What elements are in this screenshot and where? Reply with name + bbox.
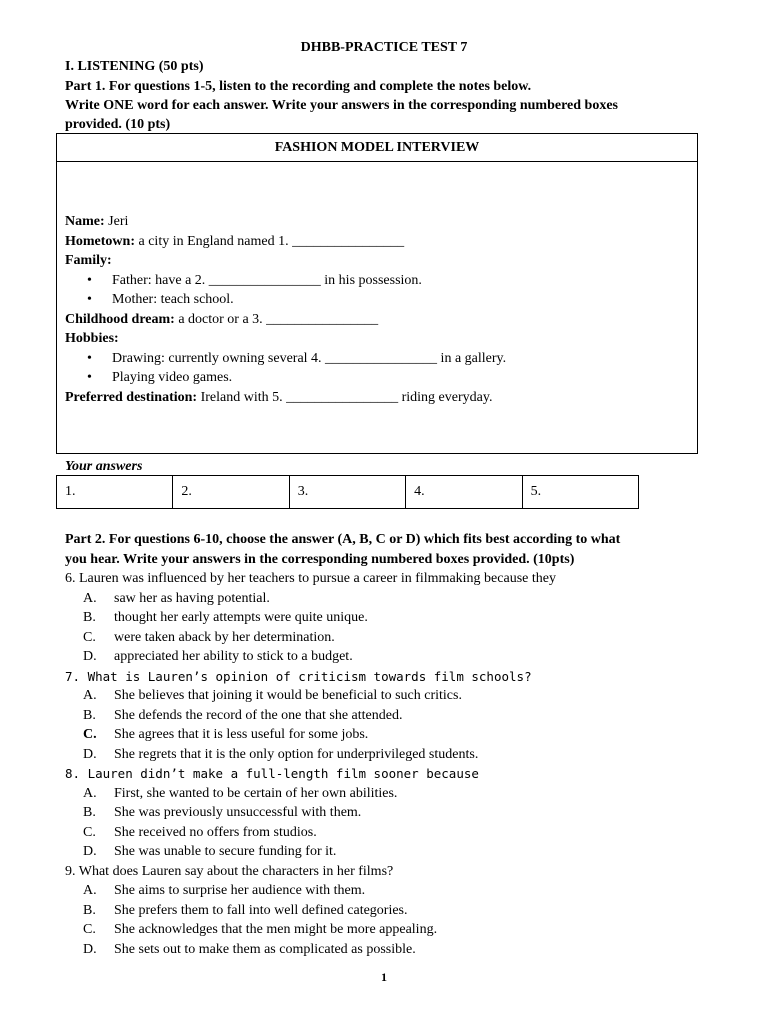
option-c[interactable]: C. were taken aback by her determination. (83, 629, 335, 645)
part2-instructions-line1: Part 2. For questions 6-10, choose the answer (A, B, C or D) which fits best according to what (65, 532, 621, 547)
option-d[interactable]: D. She regrets that it is the only option for underprivileged students. (83, 746, 479, 762)
question-8 (65, 764, 745, 862)
note-hometown: Hometown: a city in England named 1. ________________ (65, 233, 405, 249)
answers-table (56, 475, 639, 509)
page-title: DHBB-PRACTICE TEST 7 (300, 40, 468, 55)
note-father: • Father: have a 2. ________________ in his possession. (65, 271, 685, 291)
answer-box-5[interactable]: 5. (522, 476, 638, 509)
note-destination: Preferred destination: Ireland with 5. ________________ riding everyday. (65, 389, 493, 405)
option-a[interactable]: A. First, she wanted to be certain of her own abilities. (83, 785, 398, 801)
note-family: Family: (65, 253, 112, 268)
answer-box-2[interactable]: 2. (173, 476, 289, 509)
note-drawing: • Drawing: currently owning several 4. ________________ in a gallery. (65, 349, 685, 369)
option-d[interactable]: D. appreciated her ability to stick to a budget. (83, 649, 353, 664)
section-heading: I. LISTENING (50 pts) (65, 59, 204, 74)
option-a[interactable]: A. She aims to surprise her audience with them. (83, 883, 366, 898)
option-a[interactable]: A. saw her as having potential. (83, 590, 270, 606)
answer-box-1[interactable]: 1. (57, 476, 173, 509)
note-mother: • Mother: teach school. (65, 290, 685, 310)
question-stem: 8. Lauren didn’t make a full-length film sooner because (65, 766, 479, 781)
option-b[interactable]: B. She was previously unsuccessful with them. (83, 805, 362, 820)
bullet-icon: • (87, 370, 92, 385)
option-b[interactable]: B. She defends the record of the one that she attended. (83, 707, 403, 723)
answer-box-3[interactable]: 3. (289, 476, 405, 509)
option-c[interactable]: C. She received no offers from studios. (83, 824, 317, 840)
note-dream: Childhood dream: a doctor or a 3. ________________ (65, 311, 379, 327)
option-b[interactable]: B. She prefers them to fall into well defined categories. (83, 902, 408, 918)
answers-label: Your answers (65, 459, 143, 474)
bullet-icon: • (87, 350, 92, 366)
part1-instructions-line3: provided. (10 pts) (65, 117, 171, 132)
option-c[interactable]: C. She acknowledges that the men might be more appealing. (83, 922, 438, 937)
option-d[interactable]: D. She sets out to make them as complicated as possible. (83, 941, 416, 957)
note-games: • Playing video games. (65, 368, 685, 388)
part2-instructions (65, 530, 725, 569)
question-9 (65, 862, 745, 960)
question-6 (65, 569, 745, 667)
option-d[interactable]: D. She was unable to secure funding for it. (83, 844, 337, 859)
option-c[interactable]: C. She agrees that it is less useful for some jobs. (83, 727, 369, 742)
notes-box-title: FASHION MODEL INTERVIEW (57, 134, 697, 162)
bullet-icon: • (87, 292, 92, 307)
question-stem: 6. Lauren was influenced by her teachers to pursue a career in filmmaking because they (65, 571, 556, 586)
option-b[interactable]: B. thought her early attempts were quite unique. (83, 610, 368, 625)
bullet-icon: • (87, 272, 92, 288)
question-stem: 9. What does Lauren say about the characters in her films? (65, 863, 394, 879)
page-number: 1 (381, 970, 387, 984)
part1-instructions-line2: Write ONE word for each answer. Write your answers in the corresponding numbered boxes (65, 98, 619, 113)
question-list (65, 569, 745, 959)
notes-body (65, 212, 685, 407)
question-stem: 7. What is Lauren’s opinion of criticism towards film schools? (65, 668, 532, 684)
notes-box (56, 133, 698, 454)
part1-instructions-line1: Part 1. For questions 1-5, listen to the recording and complete the notes below. (65, 79, 532, 94)
answer-box-4[interactable]: 4. (406, 476, 522, 509)
note-hobbies: Hobbies: (65, 331, 119, 346)
note-name: Name: Jeri (65, 214, 129, 229)
option-a[interactable]: A. She believes that joining it would be beneficial to such critics. (83, 688, 462, 703)
part2-instructions-line2: you hear. Write your answers in the corresponding numbered boxes provided. (10pts) (65, 551, 575, 567)
question-7 (65, 667, 745, 765)
